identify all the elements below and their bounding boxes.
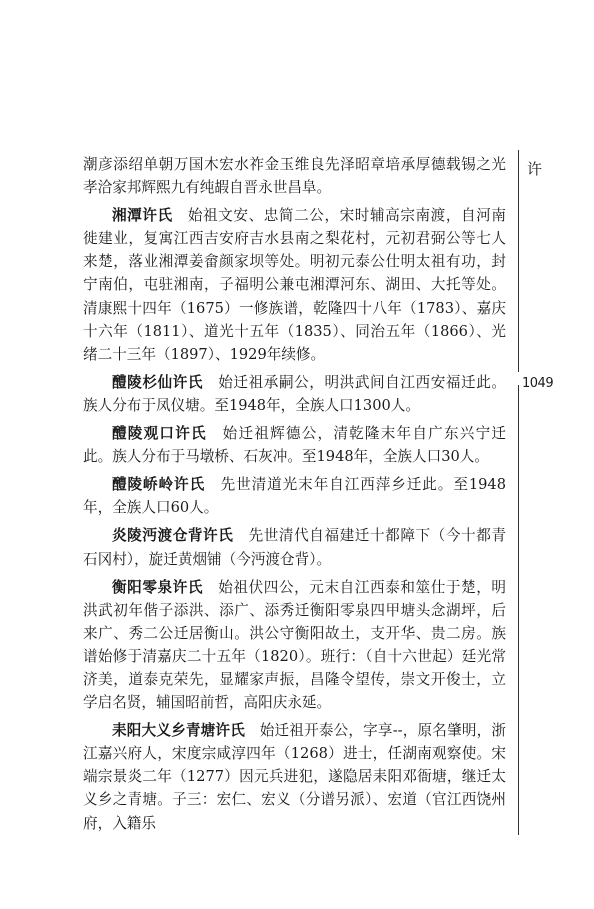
clan-heading: 醴陵杉仙许氏	[112, 373, 204, 391]
paragraph-body: 始迁祖辉德公，清乾隆末年自广东兴宁迁此。族人分布于马墩桥、石灰冲。至1948年，全族人口30人。	[83, 425, 506, 466]
paragraph	[83, 719, 506, 834]
paragraph	[83, 153, 506, 199]
clan-heading: 湘潭许氏	[112, 207, 173, 225]
main-text	[83, 153, 506, 840]
paragraph-body: 始迁祖承嗣公，明洪武间自江西安福迁此。族人分布于凤仪塘。至1948年，全族人口1300人。	[83, 373, 506, 414]
margin-rule	[518, 150, 519, 372]
paragraph	[83, 422, 506, 468]
margin-rule-lower	[518, 385, 519, 835]
running-head-surname: 许	[527, 160, 543, 178]
paragraph	[83, 524, 506, 570]
page-number: 1049	[522, 376, 554, 391]
clan-heading: 耒阳大义乡青塘许氏	[112, 722, 245, 740]
clan-heading: 醴陵观口许氏	[112, 425, 207, 443]
paragraph	[83, 576, 506, 715]
paragraph-body: 先世清道光末年自江西萍乡迁此。至1948年，全族人口60人。	[83, 476, 506, 517]
paragraph	[83, 371, 506, 417]
paragraph-body: 先世清代自福建迁十都障下（今十都青石冈村），旋迁黄烟铺（今沔渡仓背）。	[83, 527, 506, 568]
paragraph	[83, 204, 506, 366]
paragraph-body: 始祖伏四公，元末自江西泰和筮仕于楚，明洪武初年偕子添洪、添广、添秀迁衡阳零泉四甲塘头念湖坪，后来广、秀二公迁居衡山。洪公守衡阳故土，支开华、贵二房。族谱始修于清嘉庆二十五年（1820）。班行：（自十六世起）廷光常济美，道泰克荣先，显耀家声振，昌隆令望传，崇文开俊士，立学启名贤，辅国昭前哲，高阳庆永延。	[83, 578, 506, 712]
paragraph	[83, 473, 506, 519]
paragraph-body: 始祖文安、忠简二公，宋时辅高宗南渡，自河南徙建业，复寓江西吉安府吉水县南之梨花村，元初君弼公等七人来楚，落业湘潭姜畲颜家坝等处。明初元泰公仕明太祖有功，封宁南伯，屯驻湘南，子福明公兼屯湘潭河东、湖田、大托等处。清康熙十四年（1675）一修族谱，乾隆四十八年（1783）、嘉庆十六年（1811）、道光十五年（1835）、同治五年（1866）、光绪二十三年（1897）、1929年续修。	[83, 207, 506, 363]
clan-heading: 醴陵峤岭许氏	[112, 476, 206, 494]
paragraph-body: 始迁祖开泰公，字享--，原名肇明，浙江嘉兴府人，宋度宗咸淳四年（1268）进士，任湖南观察使。宋端宗景炎二年（1277）因元兵进犯，遂隐居耒阳邓衙塘，继迁太义乡之青塘。子三：宏仁、宏义（分谱另派）、宏道（官江西饶州府，入籍乐	[83, 722, 506, 832]
clan-heading: 炎陵沔渡仓背许氏	[112, 527, 234, 545]
paragraph-body: 潮彦添绍单朝万国木宏水祚金玉维良先泽昭章培承厚德载锡之光孝洽家邦辉熙九有纯嘏自晋永世昌阜。	[83, 156, 506, 197]
clan-heading: 衡阳零泉许氏	[112, 578, 204, 596]
